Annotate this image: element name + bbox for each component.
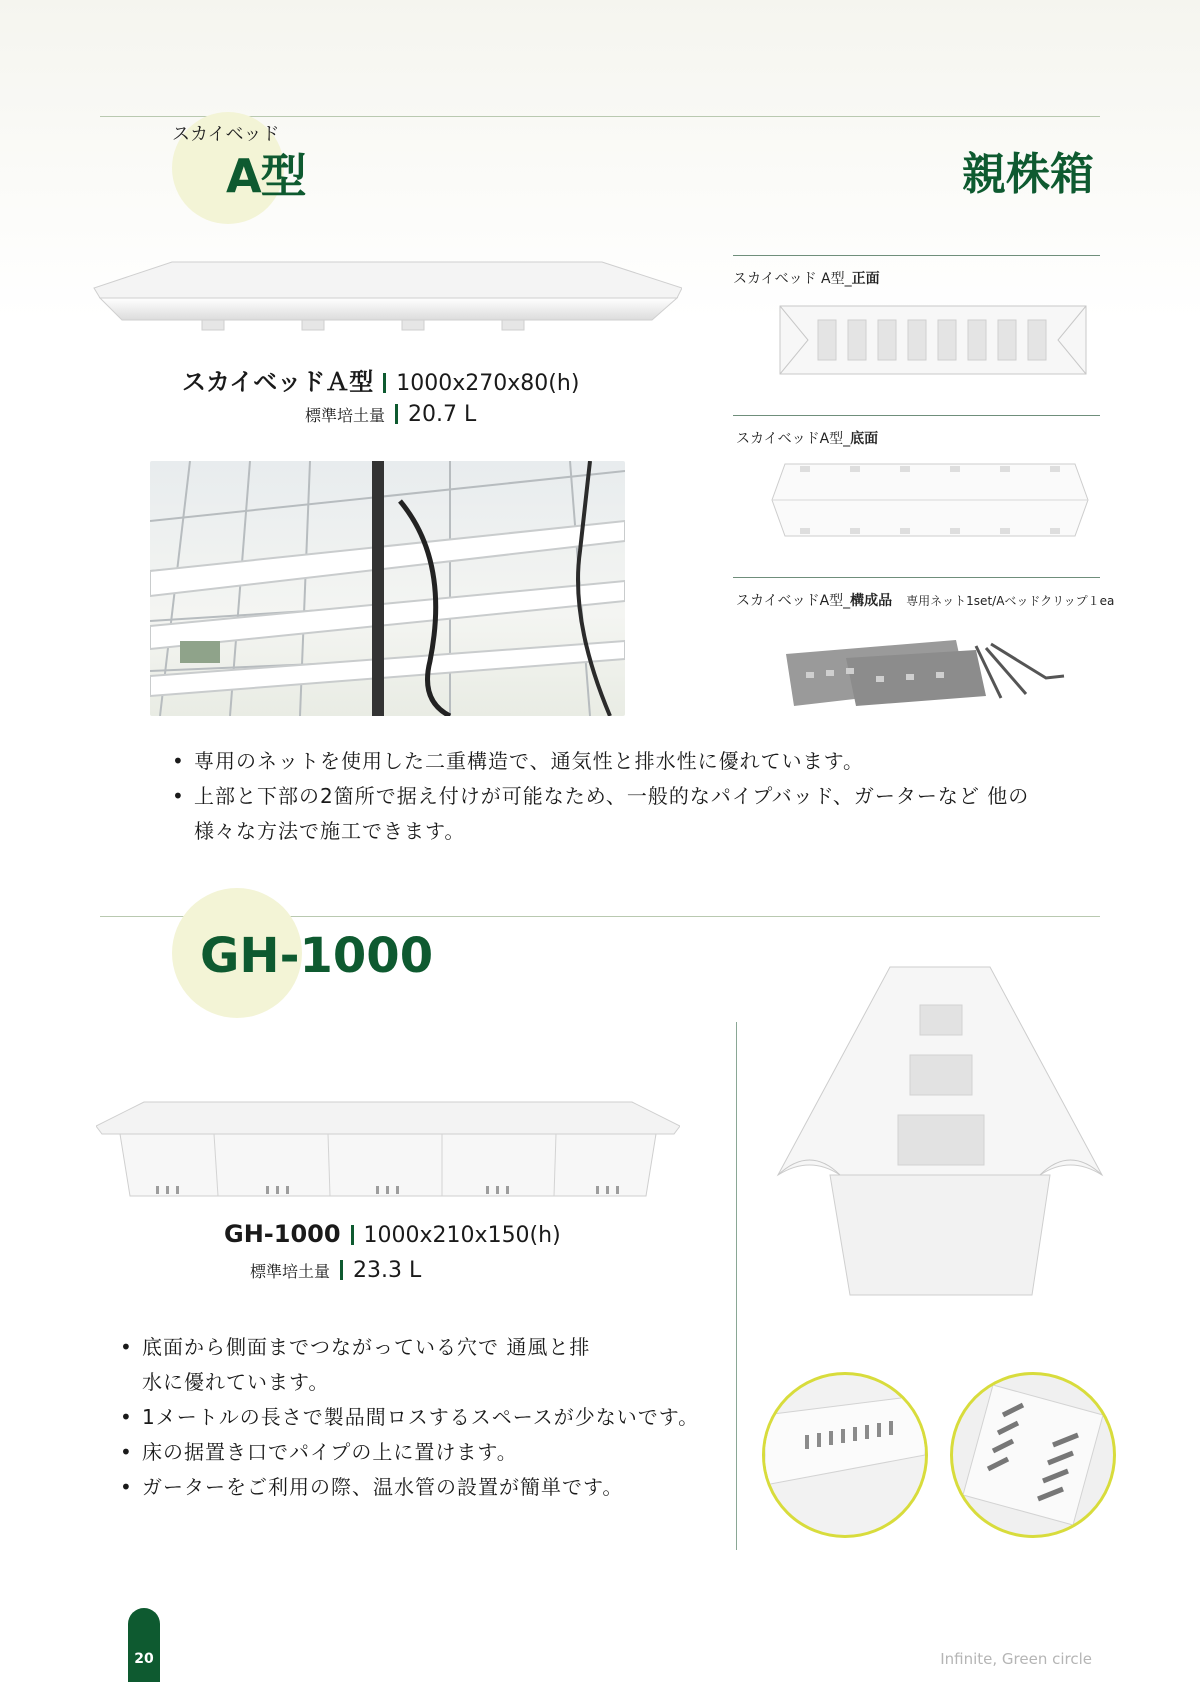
gh1000-soil-line — [250, 1258, 421, 1283]
skybed-a-soil-value: 20.7 L — [408, 402, 477, 427]
list-item: • 専用のネットを使用した二重構造で、通気性と排水性に優れています。 — [172, 744, 1042, 779]
list-item: • 底面から側面までつながっている穴で 通風と排水に優れています。 — [120, 1330, 720, 1400]
skybed-a-tray-image — [92, 258, 682, 348]
column-divider — [736, 1022, 737, 1550]
view-rule-1 — [733, 255, 1100, 256]
list-item: • 1メートルの長さで製品間ロスするスペースが少ないです。 — [120, 1400, 720, 1435]
view-caption-bottom: スカイベッドA型_底面 — [736, 431, 879, 447]
skybed-a-product-name: スカイベッドＡ型 — [182, 368, 374, 396]
spec-separator — [351, 1225, 354, 1245]
gh1000-soil-label: 標準培土量 — [250, 1262, 331, 1281]
gh1000-tray-image — [96, 1100, 680, 1200]
spec-separator — [383, 373, 386, 393]
skybed-a-front-image — [778, 302, 1088, 378]
spec-separator — [340, 1260, 343, 1280]
gh1000-perspective-image — [770, 965, 1110, 1305]
gh1000-product-size: 1000x210x150(h) — [363, 1223, 561, 1248]
gh1000-detail-circle-1 — [762, 1372, 928, 1538]
list-item: • 上部と下部の2箇所で据え付けが可能なため、一般的なパイプバッド、ガーターなど 他の様々な方法で施工できます。 — [172, 779, 1042, 849]
section1-badge-large: A型 — [226, 149, 306, 203]
gh1000-product-name: GH-1000 — [224, 1220, 341, 1248]
page-number-tab — [128, 1608, 160, 1682]
view-rule-3 — [733, 577, 1100, 578]
skybed-a-soil-line — [305, 402, 476, 427]
spec-separator — [395, 404, 398, 424]
skybed-a-components-image — [786, 636, 1076, 708]
gh1000-feature-list — [120, 1330, 720, 1505]
gh1000-detail-circle-2 — [950, 1372, 1116, 1538]
gh1000-spec-line — [224, 1220, 561, 1248]
view-caption-front: スカイベッド A型_正面 — [733, 271, 880, 287]
skybed-a-feature-list — [172, 744, 1042, 849]
skybed-a-soil-label: 標準培土量 — [305, 406, 386, 425]
gh1000-soil-value: 23.3 L — [353, 1258, 422, 1283]
section1-badge-small: スカイベッド — [172, 124, 280, 145]
greenhouse-photo — [150, 461, 625, 716]
list-item: • 床の据置き口でパイプの上に置けます。 — [120, 1435, 720, 1470]
view-caption-components: スカイベッドA型_構成品 専用ネット1set/Aベッドクリップ１ea — [736, 593, 1115, 609]
section2-badge-large: GH-1000 — [200, 928, 434, 984]
page-number: 20 — [134, 1651, 154, 1667]
skybed-a-bottom-image — [770, 460, 1090, 540]
page-heading: 親株箱 — [962, 149, 1094, 200]
list-item: • ガーターをご利用の際、温水管の設置が簡単です。 — [120, 1470, 720, 1505]
view-rule-2 — [733, 415, 1100, 416]
skybed-a-spec-line — [182, 362, 579, 397]
skybed-a-product-size: 1000x270x80(h) — [396, 371, 580, 396]
footer-tagline: Infinite, Green circle — [940, 1650, 1092, 1668]
